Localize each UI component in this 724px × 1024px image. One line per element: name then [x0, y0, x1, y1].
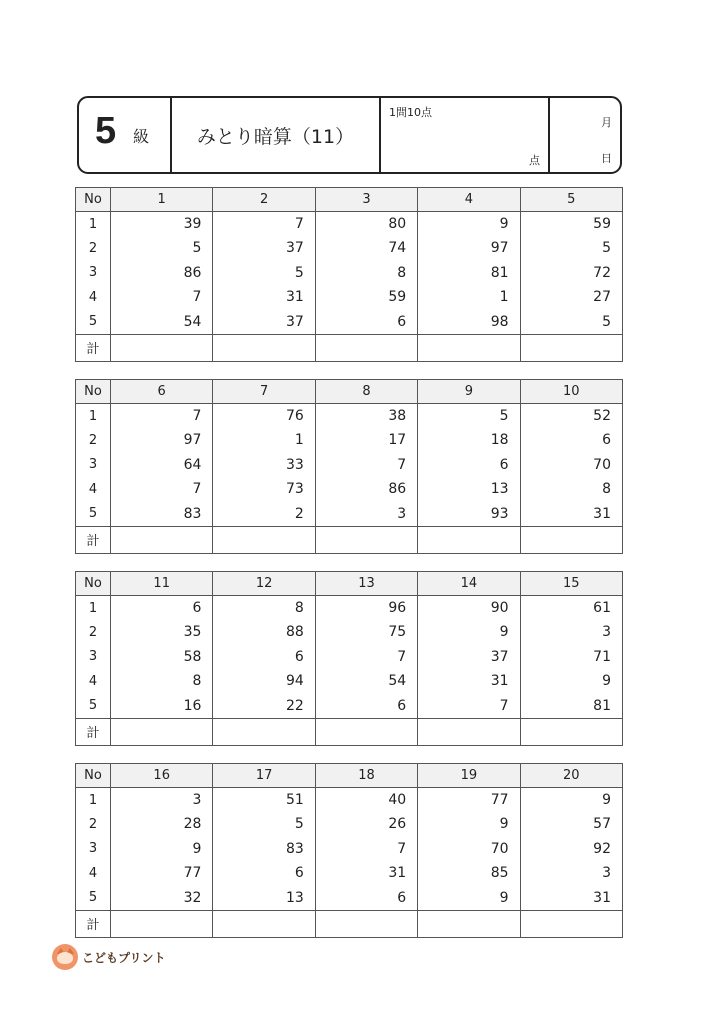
table-row: [76, 477, 623, 502]
number-cell: 5: [520, 236, 622, 261]
row-number: 1: [76, 596, 111, 621]
row-number: 1: [76, 404, 111, 429]
number-cell: 71: [520, 645, 622, 670]
row-number: 3: [76, 261, 111, 286]
number-cell: 5: [111, 236, 213, 261]
number-cell: 31: [315, 861, 417, 886]
table-row: [76, 620, 623, 645]
number-cell: 7: [213, 212, 315, 237]
problem-number-header: 12: [213, 572, 315, 596]
table-header-row: [76, 764, 623, 788]
grade-cell: [79, 98, 172, 172]
table-row: [76, 669, 623, 694]
number-cell: 81: [418, 261, 520, 286]
row-number: 3: [76, 837, 111, 862]
problem-table-2: [75, 379, 623, 554]
number-cell: 54: [111, 310, 213, 335]
no-header: No: [76, 188, 111, 212]
answer-input-cell[interactable]: [315, 526, 417, 553]
problem-number-header: 10: [520, 380, 622, 404]
answer-input-cell[interactable]: [213, 526, 315, 553]
number-cell: 31: [213, 285, 315, 310]
number-cell: 77: [111, 861, 213, 886]
table-header-row: [76, 572, 623, 596]
problem-number-header: 5: [520, 188, 622, 212]
answer-input-cell[interactable]: [520, 718, 622, 745]
number-cell: 9: [418, 812, 520, 837]
number-cell: 54: [315, 669, 417, 694]
number-cell: 6: [213, 861, 315, 886]
answer-input-cell[interactable]: [520, 526, 622, 553]
number-cell: 94: [213, 669, 315, 694]
problem-number-header: 18: [315, 764, 417, 788]
number-cell: 8: [315, 261, 417, 286]
answer-input-cell[interactable]: [418, 526, 520, 553]
total-row: [76, 334, 623, 361]
number-cell: 9: [418, 620, 520, 645]
problem-number-header: 16: [111, 764, 213, 788]
number-cell: 37: [213, 310, 315, 335]
number-cell: 8: [213, 596, 315, 621]
answer-input-cell[interactable]: [418, 910, 520, 937]
date-cell[interactable]: [550, 98, 620, 172]
number-cell: 6: [315, 886, 417, 911]
number-cell: 17: [315, 428, 417, 453]
number-cell: 18: [418, 428, 520, 453]
number-cell: 70: [520, 453, 622, 478]
answer-input-cell[interactable]: [111, 526, 213, 553]
number-cell: 93: [418, 502, 520, 527]
number-cell: 92: [520, 837, 622, 862]
number-cell: 40: [315, 788, 417, 813]
table-row: [76, 694, 623, 719]
table-row: [76, 261, 623, 286]
table-row: [76, 404, 623, 429]
no-header: No: [76, 764, 111, 788]
cat-face-icon: [52, 944, 78, 970]
row-number: 4: [76, 861, 111, 886]
number-cell: 81: [520, 694, 622, 719]
grade-label: 級: [133, 127, 150, 146]
row-number: 3: [76, 453, 111, 478]
number-cell: 96: [315, 596, 417, 621]
score-note: 1問10点: [389, 106, 432, 119]
row-number: 1: [76, 788, 111, 813]
row-number: 3: [76, 645, 111, 670]
number-cell: 13: [213, 886, 315, 911]
kodomo-print-logo: [52, 944, 166, 970]
number-cell: 77: [418, 788, 520, 813]
number-cell: 75: [315, 620, 417, 645]
score-unit: 点: [529, 154, 540, 167]
number-cell: 97: [111, 428, 213, 453]
number-cell: 1: [213, 428, 315, 453]
number-cell: 9: [418, 212, 520, 237]
answer-input-cell[interactable]: [111, 334, 213, 361]
number-cell: 7: [315, 645, 417, 670]
number-cell: 6: [418, 453, 520, 478]
table-row: [76, 212, 623, 237]
number-cell: 35: [111, 620, 213, 645]
problem-number-header: 2: [213, 188, 315, 212]
number-cell: 3: [520, 620, 622, 645]
total-row: [76, 526, 623, 553]
number-cell: 3: [315, 502, 417, 527]
number-cell: 6: [520, 428, 622, 453]
answer-input-cell[interactable]: [111, 910, 213, 937]
worksheet-title: みとり暗算（11）: [172, 98, 381, 172]
number-cell: 64: [111, 453, 213, 478]
problem-number-header: 14: [418, 572, 520, 596]
number-cell: 5: [520, 310, 622, 335]
row-number: 4: [76, 285, 111, 310]
problem-number-header: 20: [520, 764, 622, 788]
problem-number-header: 11: [111, 572, 213, 596]
row-number: 5: [76, 502, 111, 527]
number-cell: 9: [111, 837, 213, 862]
problem-number-header: 4: [418, 188, 520, 212]
table-row: [76, 285, 623, 310]
number-cell: 3: [111, 788, 213, 813]
number-cell: 8: [520, 477, 622, 502]
total-row: [76, 718, 623, 745]
number-cell: 5: [213, 812, 315, 837]
worksheet-header: [77, 96, 622, 174]
row-number: 5: [76, 310, 111, 335]
row-number: 2: [76, 236, 111, 261]
problem-number-header: 1: [111, 188, 213, 212]
number-cell: 5: [213, 261, 315, 286]
number-cell: 26: [315, 812, 417, 837]
total-row: [76, 910, 623, 937]
number-cell: 37: [213, 236, 315, 261]
number-cell: 6: [111, 596, 213, 621]
answer-input-cell[interactable]: [111, 718, 213, 745]
number-cell: 8: [111, 669, 213, 694]
problem-number-header: 17: [213, 764, 315, 788]
number-cell: 7: [315, 453, 417, 478]
number-cell: 90: [418, 596, 520, 621]
number-cell: 7: [111, 404, 213, 429]
total-label: 計: [76, 526, 111, 553]
grade-number: 5: [95, 110, 117, 152]
table-row: [76, 596, 623, 621]
number-cell: 6: [213, 645, 315, 670]
number-cell: 6: [315, 694, 417, 719]
number-cell: 59: [315, 285, 417, 310]
number-cell: 7: [111, 285, 213, 310]
number-cell: 74: [315, 236, 417, 261]
problem-table-3: [75, 571, 623, 746]
table-row: [76, 886, 623, 911]
number-cell: 9: [520, 788, 622, 813]
table-row: [76, 861, 623, 886]
answer-input-cell[interactable]: [418, 334, 520, 361]
number-cell: 97: [418, 236, 520, 261]
score-cell[interactable]: [381, 98, 550, 172]
table-row: [76, 788, 623, 813]
row-number: 4: [76, 477, 111, 502]
number-cell: 7: [315, 837, 417, 862]
table-row: [76, 236, 623, 261]
row-number: 2: [76, 812, 111, 837]
problem-number-header: 9: [418, 380, 520, 404]
number-cell: 33: [213, 453, 315, 478]
total-label: 計: [76, 334, 111, 361]
number-cell: 31: [520, 502, 622, 527]
table-row: [76, 453, 623, 478]
number-cell: 86: [315, 477, 417, 502]
problem-number-header: 6: [111, 380, 213, 404]
row-number: 5: [76, 886, 111, 911]
number-cell: 80: [315, 212, 417, 237]
number-cell: 51: [213, 788, 315, 813]
number-cell: 73: [213, 477, 315, 502]
number-cell: 86: [111, 261, 213, 286]
number-cell: 70: [418, 837, 520, 862]
table-row: [76, 837, 623, 862]
problem-number-header: 15: [520, 572, 622, 596]
number-cell: 6: [315, 310, 417, 335]
number-cell: 37: [418, 645, 520, 670]
number-cell: 88: [213, 620, 315, 645]
answer-input-cell[interactable]: [418, 718, 520, 745]
number-cell: 58: [111, 645, 213, 670]
number-cell: 52: [520, 404, 622, 429]
table-row: [76, 645, 623, 670]
number-cell: 98: [418, 310, 520, 335]
month-label: 月: [601, 116, 612, 129]
number-cell: 5: [418, 404, 520, 429]
number-cell: 9: [418, 886, 520, 911]
no-header: No: [76, 380, 111, 404]
row-number: 4: [76, 669, 111, 694]
answer-input-cell[interactable]: [213, 910, 315, 937]
number-cell: 61: [520, 596, 622, 621]
number-cell: 3: [520, 861, 622, 886]
table-row: [76, 502, 623, 527]
number-cell: 72: [520, 261, 622, 286]
number-cell: 38: [315, 404, 417, 429]
number-cell: 16: [111, 694, 213, 719]
number-cell: 59: [520, 212, 622, 237]
number-cell: 28: [111, 812, 213, 837]
answer-input-cell[interactable]: [520, 910, 622, 937]
number-cell: 76: [213, 404, 315, 429]
logo-text: こどもプリント: [82, 950, 166, 965]
table-row: [76, 812, 623, 837]
number-cell: 57: [520, 812, 622, 837]
row-number: 2: [76, 620, 111, 645]
table-row: [76, 310, 623, 335]
number-cell: 9: [520, 669, 622, 694]
number-cell: 22: [213, 694, 315, 719]
number-cell: 32: [111, 886, 213, 911]
row-number: 1: [76, 212, 111, 237]
table-header-row: [76, 188, 623, 212]
total-label: 計: [76, 910, 111, 937]
problem-number-header: 8: [315, 380, 417, 404]
answer-input-cell[interactable]: [315, 334, 417, 361]
table-header-row: [76, 380, 623, 404]
answer-input-cell[interactable]: [315, 718, 417, 745]
number-cell: 83: [213, 837, 315, 862]
number-cell: 7: [418, 694, 520, 719]
problem-number-header: 3: [315, 188, 417, 212]
problem-number-header: 7: [213, 380, 315, 404]
number-cell: 1: [418, 285, 520, 310]
number-cell: 2: [213, 502, 315, 527]
problem-number-header: 19: [418, 764, 520, 788]
number-cell: 39: [111, 212, 213, 237]
table-row: [76, 428, 623, 453]
number-cell: 13: [418, 477, 520, 502]
number-cell: 27: [520, 285, 622, 310]
number-cell: 7: [111, 477, 213, 502]
day-label: 日: [601, 152, 612, 165]
total-label: 計: [76, 718, 111, 745]
problem-number-header: 13: [315, 572, 417, 596]
number-cell: 83: [111, 502, 213, 527]
number-cell: 31: [418, 669, 520, 694]
number-cell: 31: [520, 886, 622, 911]
number-cell: 85: [418, 861, 520, 886]
problem-table-1: [75, 187, 623, 362]
row-number: 5: [76, 694, 111, 719]
answer-input-cell[interactable]: [213, 718, 315, 745]
no-header: No: [76, 572, 111, 596]
answer-input-cell[interactable]: [520, 334, 622, 361]
row-number: 2: [76, 428, 111, 453]
answer-input-cell[interactable]: [213, 334, 315, 361]
answer-input-cell[interactable]: [315, 910, 417, 937]
problem-table-4: [75, 763, 623, 938]
